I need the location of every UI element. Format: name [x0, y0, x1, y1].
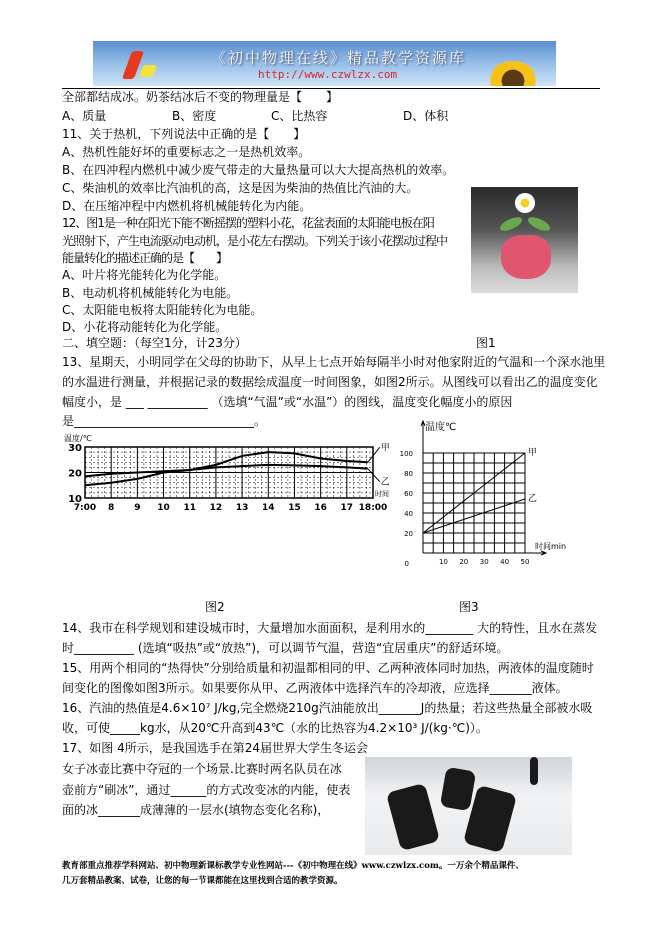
y-tick-label: 100: [400, 450, 413, 458]
x-tick-label: 18:00: [358, 503, 388, 513]
x-tick-label: 10: [157, 503, 170, 513]
y-tick-label: 20: [404, 530, 413, 538]
q13-line: 13、星期天，小明同学在父母的协助下，从早上七点开始每隔半小时对他家附近的气温和一个深水池里: [62, 355, 606, 369]
banner-title: 《初中物理在线》精品教学资源库: [211, 49, 467, 67]
x-tick-label: 20: [459, 558, 469, 566]
x-axis-label: 时间min: [535, 542, 567, 551]
q12-option-a: A、叶片将光能转化为化学能。: [62, 268, 227, 282]
x-axis-label: 时间: [375, 490, 389, 498]
x-tick-label: 17: [340, 503, 354, 513]
series-label: 乙: [380, 477, 390, 488]
x-tick-label: 12: [209, 503, 223, 513]
q17-line: 女子冰壶比赛中夺冠的一个场景.比赛时两名队员在冰: [62, 762, 342, 776]
q11-stem: 11、关于热机，下列说法中正确的是【 】: [62, 127, 306, 141]
q14-line: 时__________ (选填“吸热”或“放热”)，可以调节气温，营造“宜居重庆”的舒适环境。: [62, 641, 509, 655]
q16-line: 收，可使_____kg水，从20℃升高到43℃（水的比热容为4.2×10³ J/(kg·℃)）。: [62, 721, 488, 735]
header-banner: [93, 41, 556, 86]
q12-stem-line: 能量转化的描述正确的是【 】: [62, 251, 228, 265]
x-tick-label: 13: [235, 503, 249, 513]
figure-1-flower-photo: [471, 187, 578, 293]
q13-line: 幅度小，是 ___ __________ （选填“气温”或“水温”）的图线，温度变化幅度小的原因: [62, 395, 513, 409]
footer-line: 几万套精品教案、试卷，让您的每一节课都能在这里找到合适的教学资源。: [62, 876, 343, 886]
q17-line: 面的冰_______成薄薄的一层水(填物态变化名称)，: [62, 803, 330, 817]
q16-line: 16、汽油的热值是4.6×10⁷ J/kg,完全燃烧210g汽油能放出_______J的热量；若这些热量全部被水吸: [62, 701, 593, 715]
figure-2-chart: [62, 430, 392, 520]
q14-line: 14、我市在科学规划和建设城市时，大量增加水面面积，是利用水的________ 大的特性，且水在蒸发: [62, 621, 598, 635]
q12-option-b: B、电动机将机械能转化为电能。: [62, 286, 239, 300]
y-tick-label: 40: [404, 510, 413, 518]
x-tick-label: 30: [479, 558, 489, 566]
series-label: 甲: [528, 448, 538, 458]
x-tick-label: 16: [314, 503, 327, 513]
footer-line: 教育部重点推荐学科网站、初中物理新课标教学专业性网站---《初中物理在线》www.czwlzx.com。一万余个精品课件、: [62, 861, 524, 871]
banner-url: http://www.czwlzx.com: [258, 68, 398, 81]
x-tick-label: 14: [262, 503, 275, 513]
logo-icon-accent: [139, 65, 157, 77]
x-tick-label: 40: [500, 558, 510, 566]
figure-3-caption: 图3: [459, 600, 479, 614]
q15-line: 15、用两个相同的“热得快”分别给质量和初温都相同的甲、乙两种液体同时加热，两液体的温度随时: [62, 661, 594, 675]
q11-option-d: D、在压缩冲程中内燃机将机械能转化为内能。: [62, 199, 312, 213]
x-tick-label: 7:00: [73, 503, 97, 513]
q11-option-a: A、热机性能好坏的重要标志之一是热机效率。: [62, 145, 311, 159]
y-tick-label: 60: [404, 490, 413, 498]
section-2-heading: 二、填空题：（每空1分，计23分）: [62, 336, 247, 350]
q10-option-b: B、密度: [172, 109, 217, 123]
series-label: 乙: [528, 494, 538, 504]
x-tick-label: 9: [134, 503, 141, 513]
y-tick-label: 20: [68, 468, 82, 480]
q17-line: 17、如图 4所示，是我国选手在第24届世界大学生冬运会: [62, 741, 368, 755]
y-tick-label: 10: [68, 494, 82, 505]
q12-option-c: C、太阳能电板将太阳能转化为电能。: [62, 303, 263, 317]
series-label: 甲: [380, 443, 390, 454]
y-axis-label: 温度℃: [425, 422, 457, 433]
x-tick-label: 10: [438, 558, 448, 566]
figure-4-curling-photo: [365, 757, 572, 855]
q12-option-d: D、小花将动能转化为化学能。: [62, 320, 228, 334]
q10-option-d: D、体积: [403, 109, 449, 123]
x-tick-label: 15: [288, 503, 301, 513]
q10-option-a: A、质量: [62, 109, 107, 123]
y-tick-label: 0: [404, 560, 409, 568]
q13-line: 的水温进行测量，并根据记录的数据绘成温度一时间图象，如图2所示。从图线可以看出乙的温度变化: [62, 375, 598, 389]
q11-option-c: C、柴油机的效率比汽油机的高，这是因为柴油的热值比汽油的大。: [62, 181, 419, 195]
q15-line: 间变化的图像如图3所示。如果要你从甲、乙两液体中选择汽车的冷却液，应选择_______液体。: [62, 681, 568, 695]
y-axis-label: 温度/℃: [64, 434, 92, 443]
q12-stem-line: 12、图1是一种在阳光下能不断摇摆的塑料小花，花盆表面的太阳能电板在阳: [62, 216, 434, 230]
figure-1-caption: 图1: [476, 336, 496, 350]
q17-line: 壶前方“刷冰”，通过______的方式改变冰的内能，使表: [62, 783, 351, 797]
figure-3-chart: [400, 418, 600, 573]
x-tick-label: 8: [108, 503, 115, 513]
x-tick-label: 11: [183, 503, 196, 513]
figure-2-caption: 图2: [205, 600, 225, 614]
q13-line: 是______________________________。: [62, 414, 267, 428]
x-tick-label: 50: [520, 558, 530, 566]
q11-option-b: B、在四冲程内燃机中减少废气带走的大量热量可以大大提高热机的效率。: [62, 163, 455, 177]
q12-stem-line: 光照射下，产生电流驱动电动机，是小花左右摆动。下列关于该小花摆动过程中: [62, 234, 448, 248]
sunflower-image: [488, 61, 538, 86]
y-tick-label: 80: [404, 470, 413, 478]
q10-stem: 全部都结成冰。奶茶结冰后不变的物理量是【 】: [62, 90, 339, 104]
q10-option-c: C、比热容: [271, 109, 328, 123]
y-tick-label: 30: [68, 443, 82, 454]
